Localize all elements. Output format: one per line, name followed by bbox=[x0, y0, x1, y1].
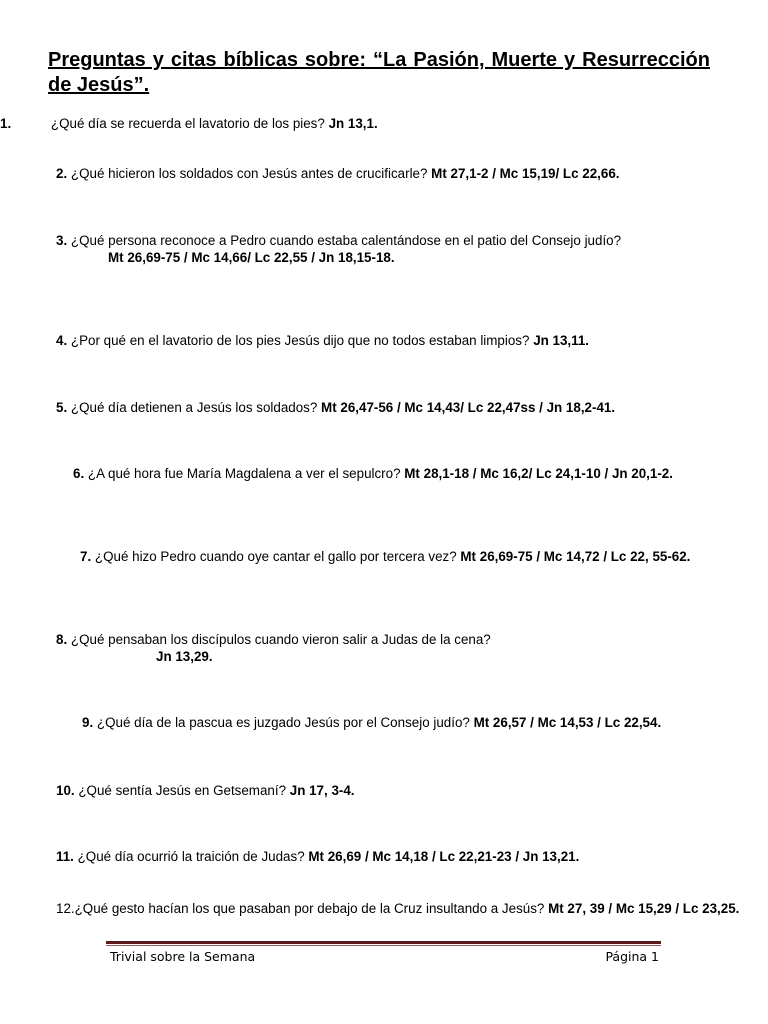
question-number: 7. bbox=[80, 549, 92, 564]
question-number: 12. bbox=[56, 901, 75, 916]
question-number: 2. bbox=[56, 166, 68, 181]
question-text: ¿Qué hizo Pedro cuando oye cantar el gallo por tercera vez? bbox=[94, 549, 457, 564]
question-text: ¿Qué pensaban los discípulos cuando vieron salir a Judas de la cena? bbox=[70, 632, 491, 647]
question-1 bbox=[0, 115, 700, 132]
question-text: ¿Qué sentía Jesús en Getsemaní? bbox=[78, 783, 287, 798]
question-text: ¿Qué día se recuerda el lavatorio de los pies? bbox=[50, 116, 325, 131]
question-number: 8. bbox=[56, 632, 68, 647]
bible-reference: Mt 28,1-18 / Mc 16,2/ Lc 24,1-10 / Jn 20,1-2. bbox=[404, 466, 673, 481]
question-3 bbox=[56, 232, 714, 266]
bible-reference: Jn 13,1. bbox=[328, 116, 378, 131]
bible-reference: Mt 26,69-75 / Mc 14,72 / Lc 22, 55-62. bbox=[460, 549, 691, 564]
footer-page-number: Página 1 bbox=[605, 949, 659, 964]
question-9 bbox=[82, 714, 726, 731]
bible-reference: Jn 17, 3-4. bbox=[289, 783, 355, 798]
question-6 bbox=[73, 465, 737, 482]
question-number: 6. bbox=[73, 466, 85, 481]
question-text: ¿Qué hicieron los soldados con Jesús antes de crucificarle? bbox=[70, 166, 428, 181]
question-number: 4. bbox=[56, 333, 68, 348]
question-4 bbox=[56, 332, 736, 349]
question-text: ¿Qué día de la pascua es juzgado Jesús por el Consejo judío? bbox=[96, 715, 470, 730]
bible-reference: Mt 26,57 / Mc 14,53 / Lc 22,54. bbox=[473, 715, 662, 730]
bible-reference: Mt 26,69 / Mc 14,18 / Lc 22,21-23 / Jn 13,21. bbox=[308, 849, 580, 864]
question-7 bbox=[80, 548, 734, 565]
bible-reference: Mt 27,1-2 / Mc 15,19/ Lc 22,66. bbox=[431, 166, 620, 181]
bible-reference: Mt 26,69-75 / Mc 14,66/ Lc 22,55 / Jn 18,15-18. bbox=[108, 250, 395, 265]
footer-divider bbox=[106, 941, 661, 946]
question-number: 3. bbox=[56, 233, 68, 248]
question-11 bbox=[56, 848, 736, 865]
question-text: ¿A qué hora fue María Magdalena a ver el sepulcro? bbox=[87, 466, 401, 481]
question-number: 1. bbox=[0, 116, 12, 131]
footer-document-title: Trivial sobre la Semana bbox=[110, 949, 256, 964]
question-5 bbox=[56, 399, 724, 416]
question-text: ¿Qué día detienen a Jesús los soldados? bbox=[70, 400, 318, 415]
question-2 bbox=[56, 165, 704, 182]
bible-reference: Mt 27, 39 / Mc 15,29 / Lc 23,25. bbox=[548, 901, 740, 916]
question-text: ¿Qué persona reconoce a Pedro cuando estaba calentándose en el patio del Consejo judío? bbox=[70, 233, 622, 248]
page-footer bbox=[110, 949, 659, 964]
bible-reference: Jn 13,11. bbox=[533, 333, 590, 348]
question-10 bbox=[56, 782, 716, 799]
question-text: ¿Qué gesto hacían los que pasaban por debajo de la Cruz insultando a Jesús? bbox=[74, 901, 545, 916]
question-8 bbox=[56, 631, 716, 665]
question-12 bbox=[56, 900, 740, 917]
question-number: 9. bbox=[82, 715, 94, 730]
bible-reference: Mt 26,47-56 / Mc 14,43/ Lc 22,47ss / Jn 18,2-41. bbox=[321, 400, 616, 415]
page-title: Preguntas y citas bíblicas sobre: “La Pasión, Muerte y Resurrección de Jesús”. bbox=[48, 49, 710, 96]
question-text: ¿Qué día ocurrió la traición de Judas? bbox=[77, 849, 305, 864]
question-text: ¿Por qué en el lavatorio de los pies Jesús dijo que no todos estaban limpios? bbox=[70, 333, 530, 348]
question-number: 5. bbox=[56, 400, 68, 415]
question-number: 11. bbox=[56, 849, 74, 864]
question-number: 10. bbox=[56, 783, 75, 798]
bible-reference: Jn 13,29. bbox=[156, 649, 213, 664]
